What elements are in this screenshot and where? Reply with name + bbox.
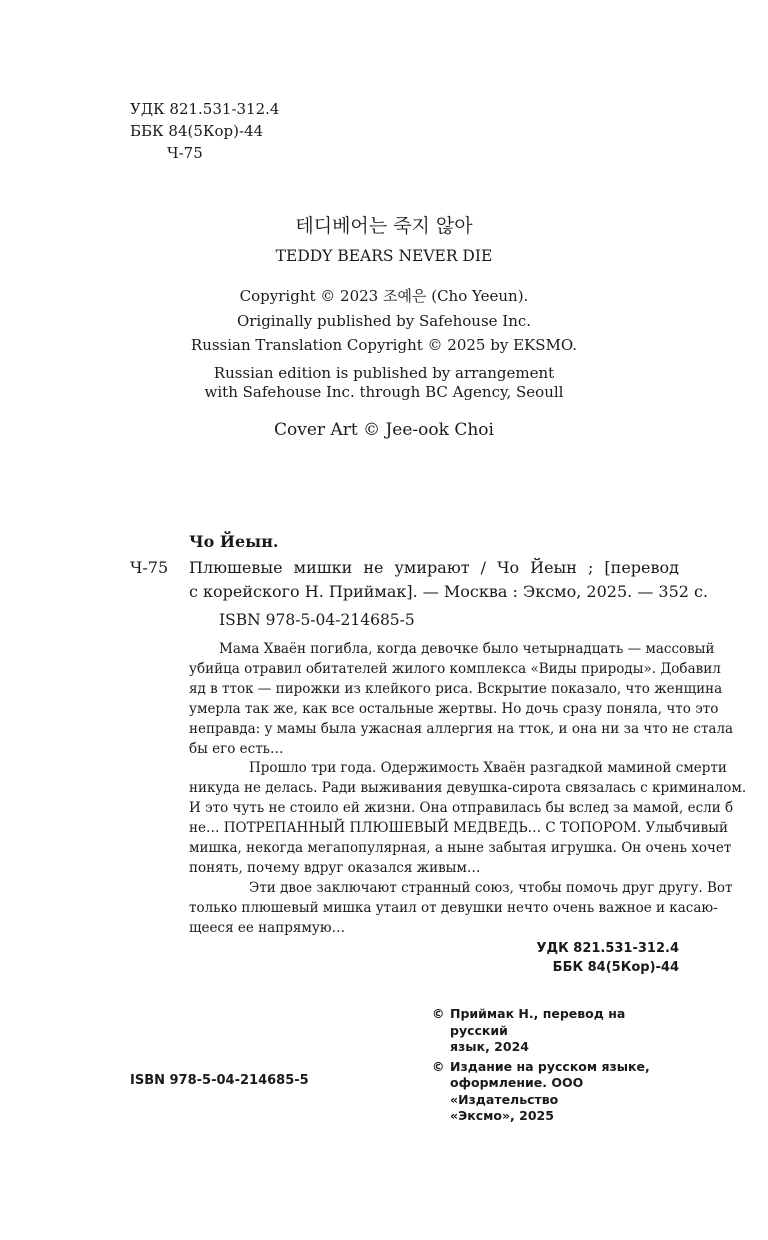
rights-notice [432, 1059, 682, 1125]
annotation-line: Эти двое заключают странный союз, чтобы помочь друг другу. Вот [249, 879, 733, 896]
cover-art-credit: Cover Art © Jee-ook Choi [274, 419, 494, 440]
arrangement-line: Russian edition is published by arrangement [213, 363, 555, 382]
author-heading: Чо Йеын. [189, 532, 279, 551]
annotation-line: не… ПОТРЕПАННЫЙ ПЛЮШЕВЫЙ МЕДВЕДЬ… С ТОПОРОМ. Улыбчивый [189, 820, 728, 837]
annotation-paragraph [189, 640, 734, 759]
annotation-line: умерла так же, как все остальные жертвы. Но дочь сразу поняла, что это [189, 700, 719, 717]
annotation-line: понять, почему вдруг оказался живым… [189, 859, 481, 876]
annotation-line: неправда: у мамы была ужасная аллергия на тток, и она ни за что не стала [189, 720, 734, 737]
annotation-line: И это чуть не стоило ей жизни. Она отправилась бы вслед за мамой, если б [189, 800, 734, 817]
title-block [0, 214, 768, 442]
annotation-line: бы его есть… [189, 740, 284, 757]
copyright-symbol: © [432, 1006, 445, 1021]
annotation-line: щееся ее напрямую… [189, 919, 346, 936]
description-line: с корейского Н. Приймак]. — Москва : Эксмо, 2025. — 352 с. [189, 582, 709, 601]
bbk-code-bottom: ББК 84(5Кор)-44 [552, 960, 679, 975]
rights-line: язык, 2024 [450, 1039, 529, 1054]
udk-code: УДК 821.531-312.4 [130, 100, 280, 118]
annotation-line: Мама Хваён погибла, когда девочке было четырнадцать — массовый [219, 641, 715, 657]
rights-line: Издание на русском языке, [450, 1058, 650, 1074]
annotation-line: убийца отравил обитателей жилого комплекса «Виды природы». Добавил [189, 660, 721, 677]
korean-title: 테디베어는 죽지 않아 [295, 215, 473, 237]
author-mark-left: Ч-75 [130, 558, 169, 577]
copyright-notice [0, 284, 768, 358]
isbn-record: ISBN 978-5-04-214685-5 [219, 611, 415, 629]
annotation-paragraph [189, 879, 733, 939]
copyright-line: Russian Translation Copyright © 2025 by EKSMO. [190, 336, 578, 354]
isbn-bottom: ISBN 978-5-04-214685-5 [130, 1073, 309, 1088]
bbk-code: ББК 84(5Кор)-44 [130, 122, 264, 140]
copyright-line: Originally published by Safehouse Inc. [236, 311, 532, 330]
annotation-line: яд в тток — пирожки из клейкого риса. Вскрытие показало, что женщина [189, 680, 723, 697]
rights-line: «Эксмо», 2025 [450, 1108, 554, 1123]
rights-notice [432, 1006, 682, 1056]
annotation-line: только плюшевый мишка утаил от девушки нечто очень важное и касаю- [189, 899, 718, 916]
author-mark: Ч-75 [167, 144, 203, 162]
rights-notices [432, 1006, 682, 1128]
arrangement-notice [0, 364, 768, 402]
annotation-line: мишка, некогда мегапопулярная, а ныне забытая игрушка. Он очень хочет [189, 840, 732, 857]
annotation-line: никуда не делась. Ради выживания девушка-сирота связалась с криминалом. [189, 780, 747, 797]
udk-code-bottom: УДК 821.531-312.4 [536, 941, 679, 956]
rights-line: Приймак Н., перевод на русский [450, 1006, 626, 1038]
annotation-line: Прошло три года. Одержимость Хваён разгадкой маминой смерти [249, 760, 727, 777]
copyright-line: Copyright © 2023 조예은 (Cho Yeeun). [239, 287, 529, 305]
annotation-paragraph [189, 759, 747, 878]
arrangement-line: with Safehouse Inc. through BC Agency, Seoull [204, 382, 564, 401]
annotation [189, 640, 747, 939]
classification-codes [130, 98, 279, 164]
bottom-classification-codes [479, 939, 679, 977]
bibliographic-description [189, 556, 709, 604]
rights-line: оформление. ООО «Издательство [450, 1075, 584, 1107]
description-line: Плюшевые мишки не умирают / Чо Йеын ; [перевод [189, 558, 679, 577]
english-title: TEDDY BEARS NEVER DIE [275, 247, 493, 265]
copyright-symbol: © [432, 1058, 445, 1074]
